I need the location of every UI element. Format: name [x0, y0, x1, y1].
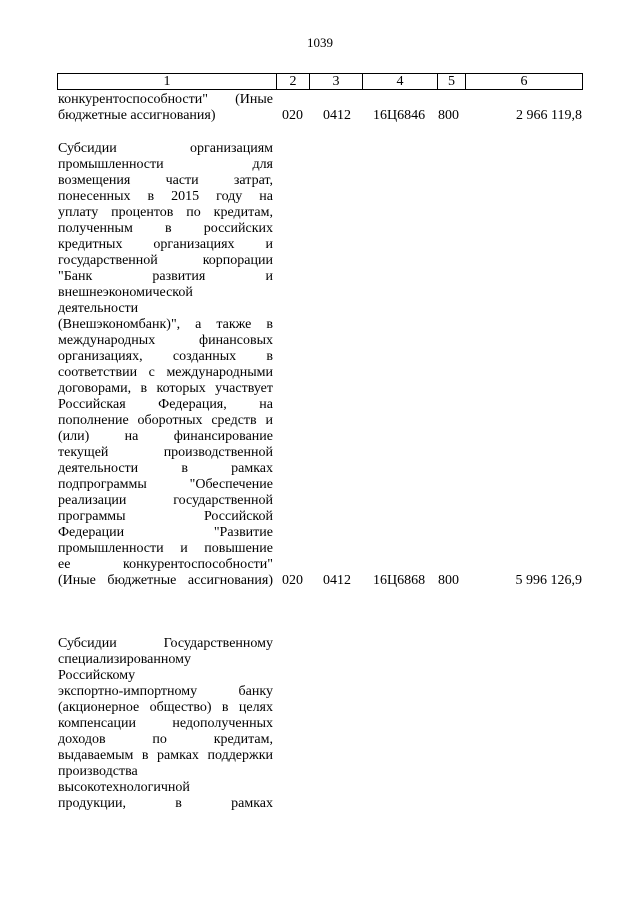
row-description-line: Российская Федерация, на [58, 397, 273, 412]
row-description-line: уплату процентов по кредитам, [58, 205, 273, 220]
header-col-1: 1 [58, 74, 277, 89]
row-description-line: возмещения части затрат, [58, 173, 273, 188]
row-description-line: выдаваемым в рамках поддержки [58, 748, 273, 763]
row-description-line: ее конкурентоспособности" [58, 557, 273, 572]
row-description-line: специализированному [58, 652, 191, 667]
row-description-line: (Внешэкономбанк)", а также в [58, 317, 273, 332]
row-description-line: текущей производственной [58, 445, 273, 460]
row-description-line: "Банк развития и [58, 269, 273, 284]
row-description-line: подпрограммы "Обеспечение [58, 477, 273, 492]
row-col-2: 020 [282, 108, 303, 123]
row-description-line: государственной корпорации [58, 253, 273, 268]
row-col-2: 020 [282, 573, 303, 588]
header-col-4: 4 [363, 74, 438, 89]
row-description-line: Субсидии организациям [58, 141, 273, 156]
row-description-line: пополнение оборотных средств и [58, 413, 273, 428]
row-description-line: доходов по кредитам, [58, 732, 273, 747]
row-col-5: 800 [438, 108, 459, 123]
row-description-line: экспортно-импортному банку [58, 684, 273, 699]
row-description-line: Федерации "Развитие [58, 525, 273, 540]
row-description-line: Российскому [58, 668, 136, 683]
row-description-line: полученным в российских [58, 221, 273, 236]
row-description-line: (Иные бюджетные ассигнования) [58, 573, 273, 588]
header-col-5: 5 [438, 74, 466, 89]
row-description-line: конкурентоспособности" (Иные [58, 92, 273, 107]
row-description-line: кредитных организациях и [58, 237, 273, 252]
row-col-4: 16Ц6868 [373, 573, 426, 588]
row-description-line: понесенных в 2015 году на [58, 189, 273, 204]
row-description-line: продукции, в рамках [58, 796, 273, 811]
row-col-6: 5 996 126,9 [515, 573, 582, 588]
row-description-line: реализации государственной [58, 493, 273, 508]
row-description-line: бюджетные ассигнования) [58, 108, 216, 123]
row-col-5: 800 [438, 573, 459, 588]
row-col-3: 0412 [323, 573, 351, 588]
row-col-3: 0412 [323, 108, 351, 123]
header-col-3: 3 [310, 74, 363, 89]
table-row [58, 636, 273, 812]
row-description-line: деятельности в рамках [58, 461, 273, 476]
row-description-line: внешнеэкономической [58, 285, 193, 300]
row-col-6: 2 966 119,8 [516, 108, 582, 123]
header-col-6: 6 [520, 74, 528, 89]
table-row [58, 141, 273, 589]
row-description-line: договорами, в которых участвует [58, 381, 273, 396]
row-description-line: организациях, созданных в [58, 349, 273, 364]
row-description-line: программы Российской [58, 509, 273, 524]
row-description-line: (или) на финансирование [58, 429, 273, 444]
row-description-line: высокотехнологичной [58, 780, 190, 795]
table-row [58, 92, 273, 124]
row-description-line: соответствии с международными [58, 365, 273, 380]
row-description-line: (акционерное общество) в целях [58, 700, 273, 715]
row-description-line: промышленности для [58, 157, 273, 172]
header-col-2: 2 [277, 74, 310, 89]
row-description-line: компенсации недополученных [58, 716, 273, 731]
page-number: 1039 [307, 35, 333, 50]
table-header [57, 73, 583, 90]
row-description-line: производства [58, 764, 138, 779]
row-description-line: промышленности и повышение [58, 541, 273, 556]
row-description-line: международных финансовых [58, 333, 273, 348]
row-description-line: Субсидии Государственному [58, 636, 273, 651]
row-description-line: деятельности [58, 301, 139, 316]
row-col-4: 16Ц6846 [373, 108, 426, 123]
